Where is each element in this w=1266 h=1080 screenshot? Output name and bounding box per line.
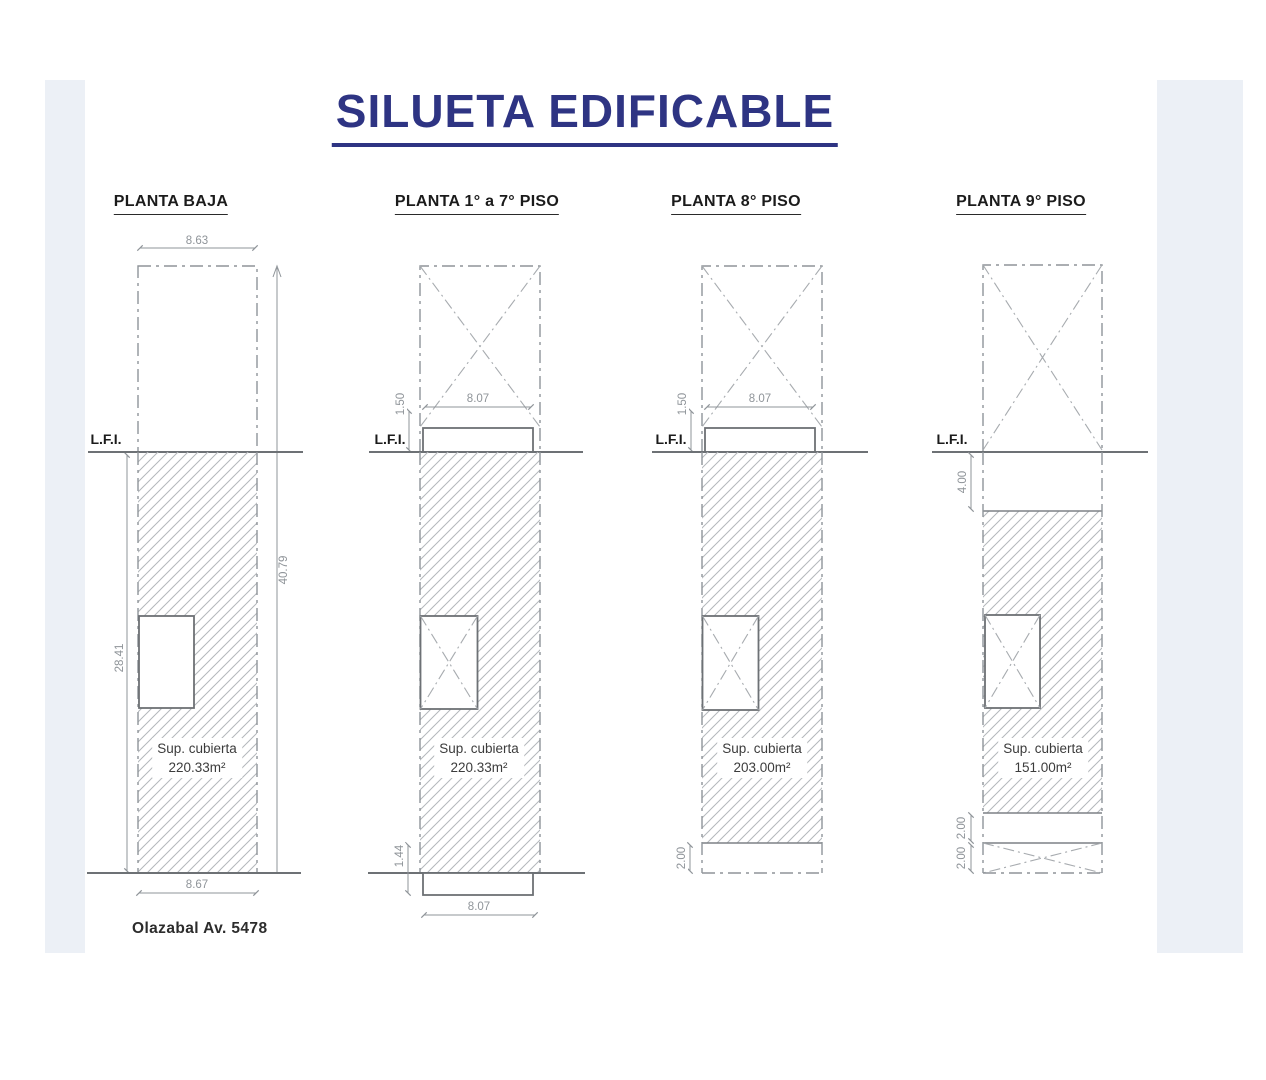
dim-bottom-planta-baja: 8.67 [185,879,209,891]
area-label-text: Sup. cubierta [439,741,519,756]
lfi-label-planta-8: L.F.I. [655,431,687,447]
dim-rear-strip2-planta-9: 2.00 [956,846,968,870]
dim-balcony-planta-1-7: 1.50 [395,392,407,416]
page-title: SILUETA EDIFICABLE [332,84,838,147]
dim-balcony-planta-8: 1.50 [677,392,689,416]
dim-width-planta-1-7: 8.07 [466,393,490,405]
area-value-text: 203.00m² [733,760,791,775]
dim-front-setback-planta-9: 4.00 [957,470,969,494]
heading-planta-8: PLANTA 8° PISO [671,193,801,215]
dim-bottom-planta-1-7: 8.07 [467,901,491,913]
area-label-text: Sup. cubierta [1003,741,1083,756]
dim-inner-height-planta-baja: 28.41 [114,643,126,673]
planta-1-7-linework [368,266,585,915]
area-planta-8 [717,738,807,778]
dim-rear-planta-8: 2.00 [676,846,688,870]
dim-height-planta-baja: 40.79 [278,555,290,585]
planta-9-linework [932,265,1148,873]
heading-planta-baja: PLANTA BAJA [114,193,228,215]
dim-width-planta-8: 8.07 [748,393,772,405]
dim-rear-planta-1-7: 1.44 [394,844,406,868]
area-value-text: 151.00m² [1014,760,1072,775]
dim-rear-strip1-planta-9: 2.00 [956,816,968,840]
heading-planta-1-7: PLANTA 1° a 7° PISO [395,193,559,215]
dim-top-planta-baja: 8.63 [185,235,209,247]
lfi-label-planta-baja: L.F.I. [90,431,122,447]
area-value-text: 220.33m² [168,760,226,775]
heading-planta-9: PLANTA 9° PISO [956,193,1086,215]
street-address-label: Olazabal Av. 5478 [132,920,268,937]
area-label-text: Sup. cubierta [157,741,237,756]
planta-baja-linework [87,248,303,893]
area-planta-1-7 [434,738,524,778]
planta-8-linework [652,266,868,873]
lfi-label-planta-9: L.F.I. [936,431,968,447]
area-label-text: Sup. cubierta [722,741,802,756]
area-planta-baja [152,738,242,778]
area-planta-9 [998,738,1088,778]
area-value-text: 220.33m² [450,760,508,775]
lfi-label-planta-1-7: L.F.I. [374,431,406,447]
